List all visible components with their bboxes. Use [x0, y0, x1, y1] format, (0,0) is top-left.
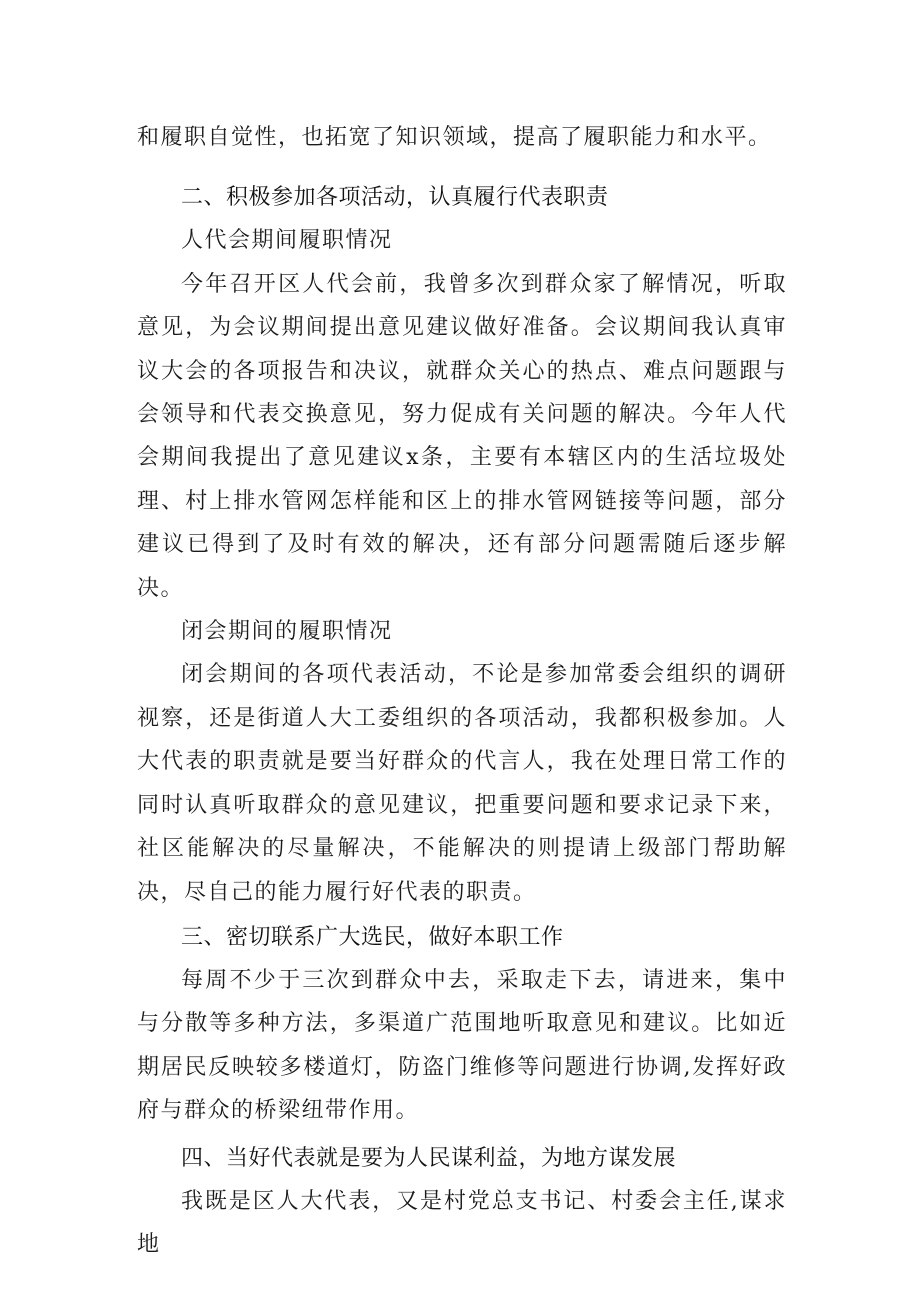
document-body [137, 116, 787, 1266]
section-heading-3: 三、密切联系广大选民，做好本职工作 [181, 924, 564, 950]
paragraph-voter-contact: 每周不少于三次到群众中去，采取走下去，请进来，集中与分散等多种方法，多渠道广范围地听取意见和建议。比如近期居民反映较多楼道灯，防盗门维修等问题进行协调,发挥好政府与群众的桥梁纽带作用。 [137, 967, 787, 1124]
section-heading-2: 二、积极参加各项活动，认真履行代表职责 [181, 185, 609, 211]
subheading-recess-duty: 闭会期间的履职情况 [181, 619, 393, 645]
paragraph-intro-tail: 和履职自觉性，也拓宽了知识领域，提高了履职能力和水平。 [137, 125, 772, 150]
paragraph-recess-duty: 闭会期间的各项代表活动，不论是参加常委会组织的调研视察，还是街道人大工委组织的各项活动，我都积极参加。人大代表的职责就是要当好群众的代言人，我在处理日常工作的同时认真听取群众的意见建议，把重要问题和要求记录下来，社区能解决的尽量解决，不能解决的则提请上级部门帮助解决，尽自己的能力履行好代表的职责。 [137, 662, 787, 905]
paragraph-session-duty: 今年召开区人代会前，我曾多次到群众家了解情况，听取意见，为会议期间提出意见建议做好准备。会议期间我认真审议大会的各项报告和决议，就群众关心的热点、难点问题跟与会领导和代表交换意见，努力促成有关问题的解决。今年人代会期间我提出了意见建议x条，主要有本辖区内的生活垃圾处理、村上排水管网怎样能和区上的排水管网链接等问题，部分建议已得到了及时有效的解决，还有部分问题需随后逐步解决。 [137, 271, 787, 601]
subheading-session-duty: 人代会期间履职情况 [181, 228, 393, 254]
section-heading-4: 四、当好代表就是要为人民谋利益，为地方谋发展 [181, 1145, 677, 1171]
paragraph-local-development: 我既是区人大代表，又是村党总支书记、村委会主任,谋求地 [137, 1188, 787, 1257]
